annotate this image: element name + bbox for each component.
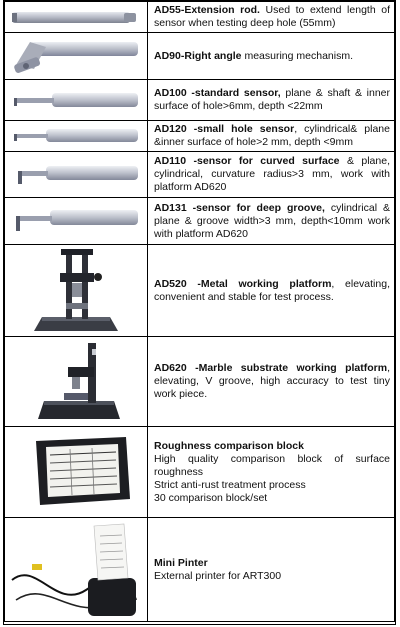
roughness-line: High quality comparison block of surface roughness (154, 452, 390, 478)
table-row (5, 518, 395, 622)
item-code: AD120 (154, 123, 187, 135)
item-code: AD131 (154, 201, 187, 214)
extension-rod-image-cell (5, 2, 148, 33)
right-angle-image-cell (5, 33, 148, 80)
row-description (148, 337, 395, 427)
row-description (148, 198, 395, 245)
small-hole-sensor-image-cell (5, 121, 148, 152)
item-code: AD620 (154, 362, 187, 374)
table-row (5, 152, 395, 198)
item-name: -sensor for deep groove, (186, 201, 325, 214)
deep-groove-sensor-image (6, 201, 146, 241)
extension-rod-image (6, 4, 146, 30)
table-row (5, 80, 395, 121)
row-description (148, 245, 395, 337)
table-row (5, 121, 395, 152)
table-row (5, 245, 395, 337)
item-desc: , elevating, convenient and stable for test process. (154, 277, 390, 303)
item-name: -sensor for curved surface (186, 155, 340, 167)
item-desc: Used to extend length of sensor when testing deep hole (55mm) (154, 4, 390, 29)
item-name: -Metal working platform (186, 277, 332, 290)
item-desc: plane & shaft & inner surface of hole>6mm, depth <22mm (154, 87, 390, 112)
standard-sensor-image-cell (5, 80, 148, 121)
row-description (148, 80, 395, 121)
row-description (148, 152, 395, 198)
roughness-line: Strict anti-rust treatment process (154, 478, 306, 491)
standard-sensor-image (6, 83, 146, 117)
table-row (5, 33, 395, 80)
item-desc: cylindrical & plane & groove width>3 mm, depth<10mm work with platform AD620 (154, 201, 391, 240)
comparison-block-image (6, 429, 146, 515)
item-name: -Marble substrate working platform (186, 362, 388, 374)
row-description (148, 33, 395, 80)
printer-title: Mini Pinter (154, 556, 208, 569)
roughness-line: 30 comparison block/set (154, 491, 268, 504)
row-description (148, 427, 395, 518)
comparison-block-image-cell (5, 427, 148, 518)
item-name: -Extension rod. (180, 4, 260, 16)
mini-printer-image-cell (5, 518, 148, 622)
mini-printer-image (6, 520, 146, 620)
item-code: AD100 (154, 87, 187, 99)
table-row (5, 198, 395, 245)
table-row (5, 427, 395, 518)
item-name: -Right angle (180, 49, 242, 62)
marble-platform-image (6, 339, 146, 425)
curved-surface-sensor-image-cell (5, 152, 148, 198)
roughness-title: Roughness comparison block (154, 439, 304, 452)
item-desc: measuring mechanism. (241, 49, 353, 62)
item-desc: & plane, cylindrical, curvature radius>3 mm, work with platform AD620 (154, 155, 390, 193)
metal-platform-image-cell (5, 245, 148, 337)
marble-platform-image-cell (5, 337, 148, 427)
printer-line: External printer for ART300 (154, 569, 282, 582)
small-hole-sensor-image (6, 123, 146, 149)
accessory-table (3, 0, 396, 625)
row-description (148, 518, 395, 622)
row-description (148, 2, 395, 33)
row-description (148, 121, 395, 152)
item-code: AD110 (154, 155, 187, 167)
item-name: -small hole sensor (186, 123, 295, 135)
item-code: AD90 (154, 49, 181, 62)
right-angle-image (6, 35, 146, 77)
curved-surface-sensor-image (6, 156, 146, 194)
item-code: AD55 (154, 4, 181, 16)
deep-groove-sensor-image-cell (5, 198, 148, 245)
item-desc: , elevating, V groove, high accuracy to test tiny work piece. (154, 362, 390, 400)
metal-platform-image (6, 247, 146, 335)
item-desc: , cylindrical& plane &inner surface of hole>2 mm, depth <9mm (154, 123, 390, 148)
item-code: AD520 (154, 277, 187, 290)
item-name: -standard sensor, (186, 87, 281, 99)
table-row (5, 2, 395, 33)
table-row (5, 337, 395, 427)
